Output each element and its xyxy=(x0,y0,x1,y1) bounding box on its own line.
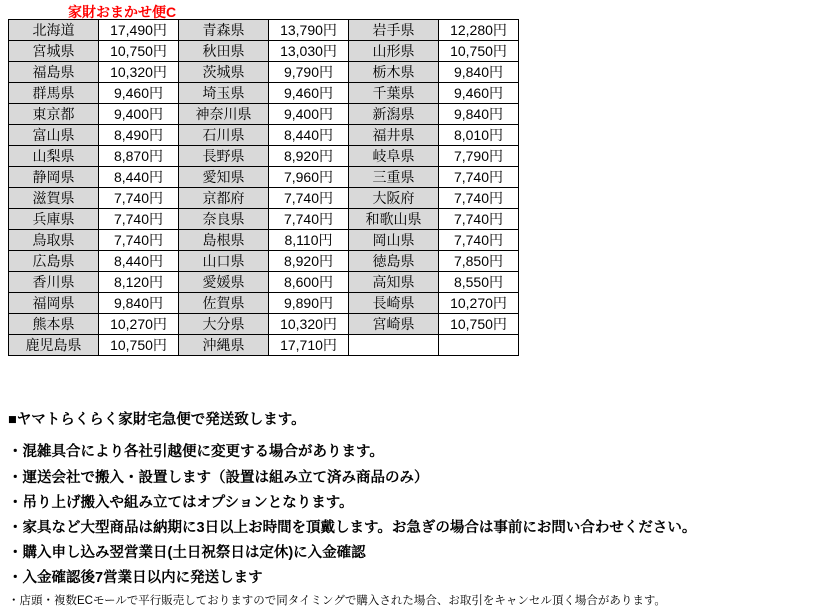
table-row xyxy=(9,20,519,41)
note-line: ・家具など大型商品は納期に3日以上お時間を頂戴します。お急ぎの場合は事前にお問い合わせください。 xyxy=(8,519,697,536)
price-cell: 8,490円 xyxy=(99,125,179,146)
price-cell: 10,750円 xyxy=(439,41,519,62)
price-cell: 10,750円 xyxy=(99,41,179,62)
price-cell: 10,750円 xyxy=(439,314,519,335)
prefecture-cell: 山形県 xyxy=(349,41,439,62)
prefecture-cell: 大分県 xyxy=(179,314,269,335)
price-cell: 7,740円 xyxy=(439,167,519,188)
page-title: 家財おまかせ便C xyxy=(68,4,177,20)
prefecture-cell: 大阪府 xyxy=(349,188,439,209)
price-cell: 10,270円 xyxy=(439,293,519,314)
prefecture-cell: 鳥取県 xyxy=(9,230,99,251)
table-row xyxy=(9,251,519,272)
table-row xyxy=(9,188,519,209)
price-cell: 12,280円 xyxy=(439,20,519,41)
price-cell: 13,790円 xyxy=(269,20,349,41)
prefecture-cell: 三重県 xyxy=(349,167,439,188)
price-cell: 8,550円 xyxy=(439,272,519,293)
price-cell: 7,740円 xyxy=(439,209,519,230)
prefecture-cell: 福岡県 xyxy=(9,293,99,314)
prefecture-cell: 石川県 xyxy=(179,125,269,146)
prefecture-cell: 宮城県 xyxy=(9,41,99,62)
price-cell: 8,440円 xyxy=(99,167,179,188)
table-row xyxy=(9,230,519,251)
prefecture-cell: 埼玉県 xyxy=(179,83,269,104)
note-line: ・吊り上げ搬入や組み立てはオプションとなります。 xyxy=(8,494,354,511)
price-cell: 7,740円 xyxy=(99,209,179,230)
prefecture-cell: 神奈川県 xyxy=(179,104,269,125)
table-row xyxy=(9,209,519,230)
table-row xyxy=(9,272,519,293)
price-cell: 9,840円 xyxy=(439,104,519,125)
prefecture-cell: 長崎県 xyxy=(349,293,439,314)
prefecture-cell: 香川県 xyxy=(9,272,99,293)
prefecture-cell: 東京都 xyxy=(9,104,99,125)
note-line: ・入金確認後7営業日以内に発送します xyxy=(8,570,263,587)
table-row xyxy=(9,146,519,167)
table-row xyxy=(9,167,519,188)
price-cell: 7,960円 xyxy=(269,167,349,188)
price-cell: 8,110円 xyxy=(269,230,349,251)
price-cell: 7,740円 xyxy=(99,188,179,209)
price-cell: 9,400円 xyxy=(99,104,179,125)
prefecture-cell: 秋田県 xyxy=(179,41,269,62)
price-cell: 10,750円 xyxy=(99,335,179,356)
price-cell: 9,890円 xyxy=(269,293,349,314)
price-cell: 17,490円 xyxy=(99,20,179,41)
prefecture-cell: 佐賀県 xyxy=(179,293,269,314)
note-line: ・運送会社で搬入・設置します（設置は組み立て済み商品のみ） xyxy=(8,469,429,486)
prefecture-cell: 静岡県 xyxy=(9,167,99,188)
table-row xyxy=(9,314,519,335)
prefecture-cell: 茨城県 xyxy=(179,62,269,83)
prefecture-cell: 奈良県 xyxy=(179,209,269,230)
prefecture-cell: 和歌山県 xyxy=(349,209,439,230)
price-cell: 8,870円 xyxy=(99,146,179,167)
table-row xyxy=(9,41,519,62)
table-row xyxy=(9,62,519,83)
prefecture-cell: 高知県 xyxy=(349,272,439,293)
prefecture-cell: 愛知県 xyxy=(179,167,269,188)
price-cell: 10,320円 xyxy=(99,62,179,83)
price-cell: 8,920円 xyxy=(269,146,349,167)
notes-section xyxy=(8,412,814,609)
prefecture-cell: 愛媛県 xyxy=(179,272,269,293)
price-cell: 9,790円 xyxy=(269,62,349,83)
prefecture-cell: 沖縄県 xyxy=(179,335,269,356)
prefecture-cell: 岩手県 xyxy=(349,20,439,41)
price-cell: 8,120円 xyxy=(99,272,179,293)
price-cell: 9,460円 xyxy=(99,83,179,104)
prefecture-cell: 群馬県 xyxy=(9,83,99,104)
price-cell: 8,440円 xyxy=(269,125,349,146)
price-cell: 7,850円 xyxy=(439,251,519,272)
price-cell: 9,400円 xyxy=(269,104,349,125)
price-cell: 8,600円 xyxy=(269,272,349,293)
price-cell: 17,710円 xyxy=(269,335,349,356)
empty-cell xyxy=(439,335,519,356)
prefecture-cell: 岡山県 xyxy=(349,230,439,251)
table-row xyxy=(9,83,519,104)
price-cell: 7,740円 xyxy=(439,230,519,251)
price-cell: 9,460円 xyxy=(269,83,349,104)
price-cell: 8,440円 xyxy=(99,251,179,272)
prefecture-cell: 長野県 xyxy=(179,146,269,167)
prefecture-cell: 島根県 xyxy=(179,230,269,251)
price-cell: 7,740円 xyxy=(99,230,179,251)
prefecture-cell: 富山県 xyxy=(9,125,99,146)
prefecture-cell: 福井県 xyxy=(349,125,439,146)
price-cell: 10,270円 xyxy=(99,314,179,335)
price-cell: 7,790円 xyxy=(439,146,519,167)
prefecture-cell: 青森県 xyxy=(179,20,269,41)
note-line: ・購入申し込み翌営業日(土日祝祭日は定休)に入金確認 xyxy=(8,544,366,561)
note-line: ・混雑具合により各社引越便に変更する場合があります。 xyxy=(8,444,384,461)
table-row xyxy=(9,104,519,125)
price-cell: 9,840円 xyxy=(99,293,179,314)
shipping-rate-table xyxy=(8,19,519,356)
prefecture-cell: 山梨県 xyxy=(9,146,99,167)
price-cell: 7,740円 xyxy=(269,188,349,209)
note-small-print: ・店頭・複数ECモールで平行販売しておりますので同タイミングで購入された場合、お取引をキャンセル頂く場合があります。 xyxy=(8,595,666,608)
prefecture-cell: 熊本県 xyxy=(9,314,99,335)
prefecture-cell: 北海道 xyxy=(9,20,99,41)
prefecture-cell: 鹿児島県 xyxy=(9,335,99,356)
price-cell: 8,010円 xyxy=(439,125,519,146)
empty-cell xyxy=(349,335,439,356)
prefecture-cell: 京都府 xyxy=(179,188,269,209)
prefecture-cell: 新潟県 xyxy=(349,104,439,125)
prefecture-cell: 滋賀県 xyxy=(9,188,99,209)
price-cell: 9,840円 xyxy=(439,62,519,83)
price-cell: 7,740円 xyxy=(439,188,519,209)
table-row xyxy=(9,335,519,356)
price-cell: 13,030円 xyxy=(269,41,349,62)
prefecture-cell: 広島県 xyxy=(9,251,99,272)
price-cell: 8,920円 xyxy=(269,251,349,272)
prefecture-cell: 岐阜県 xyxy=(349,146,439,167)
prefecture-cell: 宮崎県 xyxy=(349,314,439,335)
table-row xyxy=(9,293,519,314)
price-cell: 7,740円 xyxy=(269,209,349,230)
notes-heading: ■ヤマトらくらく家財宅急便で発送致します。 xyxy=(8,412,306,428)
prefecture-cell: 徳島県 xyxy=(349,251,439,272)
price-cell: 10,320円 xyxy=(269,314,349,335)
price-cell: 9,460円 xyxy=(439,83,519,104)
table-row xyxy=(9,125,519,146)
prefecture-cell: 栃木県 xyxy=(349,62,439,83)
rate-table-body xyxy=(9,20,519,356)
prefecture-cell: 兵庫県 xyxy=(9,209,99,230)
prefecture-cell: 山口県 xyxy=(179,251,269,272)
prefecture-cell: 福島県 xyxy=(9,62,99,83)
prefecture-cell: 千葉県 xyxy=(349,83,439,104)
